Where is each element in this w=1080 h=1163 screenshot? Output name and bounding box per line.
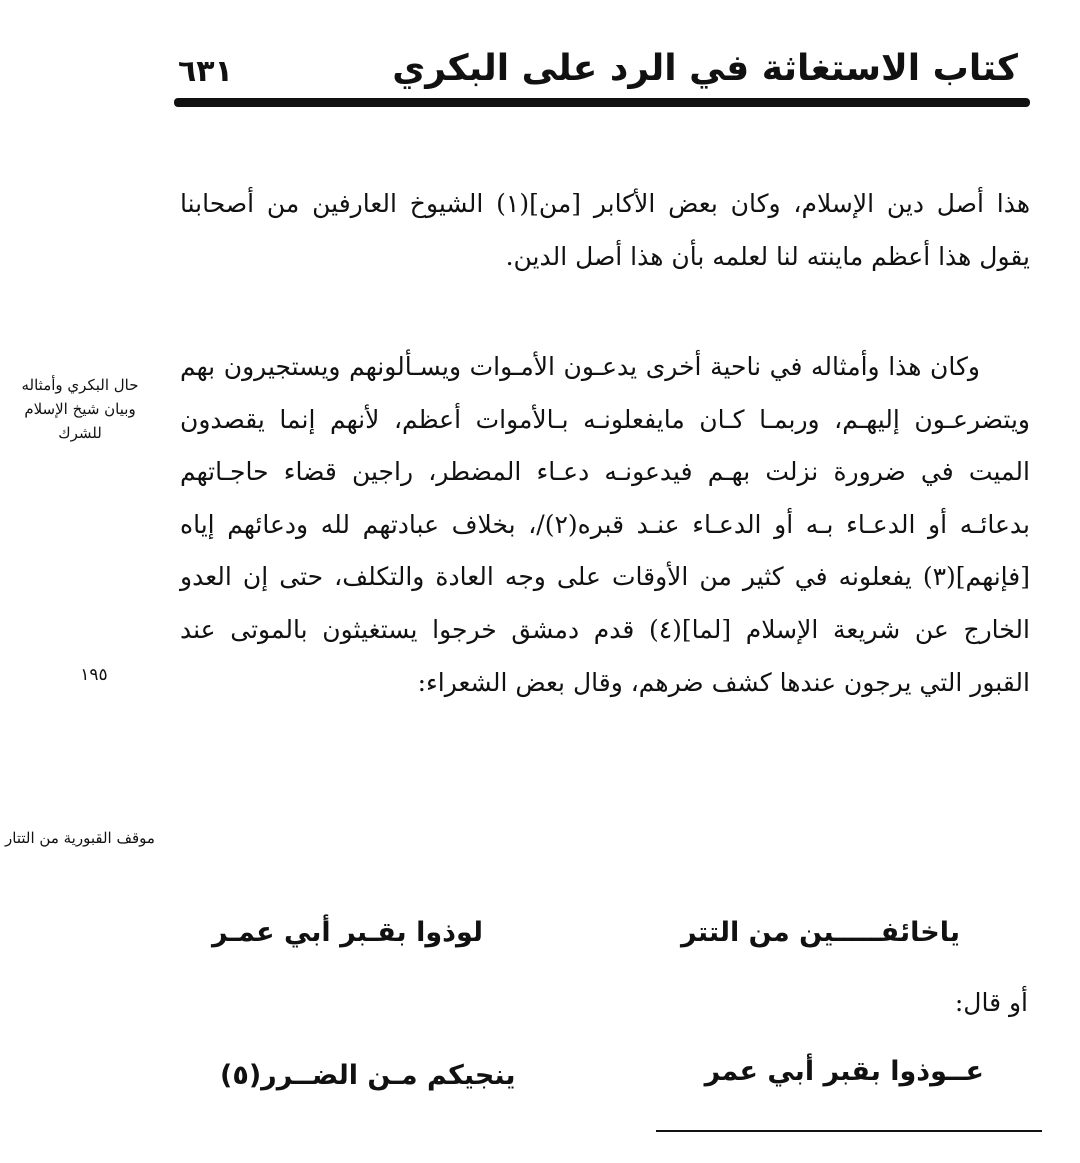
paragraph-2: وكان هذا وأمثاله في ناحية أخرى يدعـون الأمـوات ويسـألونهم ويستجيرون بهم ويتضرعـون إليهـم، وربمـا كـان مايفعلونـه بـالأموات أعظم، لأنهم إنما يقصدون الميت في ضرورة نزلت بهـم فيدعونـه دعـاء المضطر، راجين قضاء حاجـاتهم بدعائـه أو الدعـاء بـه أو الدعـاء عنـد قبره(٢)/، بخلاف عبادتهم لله ودعائهم إياه [فإنهم](٣) يفعلونه في كثير من الأوقات على وجه العادة والتكلف، حتى إن العدو الخارج عن شريعة الإسلام [لما](٤) قدم دمشق خرجوا يستغيثون بالموتى عند القبور التي يرجون عندها كشف ضرهم، وقال بعض الشعراء: (180, 352, 1030, 697)
or-said-label: أو قال: (954, 988, 1028, 1017)
running-title: كتاب الاستغاثة في الرد على البكري (392, 48, 1018, 89)
margin-note-tatars: موقف القبورية من التتار (5, 829, 155, 847)
paragraph-1: هذا أصل دين الإسلام، وكان بعض الأكابر [من](١) الشيوخ العارفين من أصحابنا يقول هذا أعظم ماينته لنا لعلمه بأن هذا أصل الدين. (180, 189, 1031, 271)
header-rule (174, 98, 1030, 107)
page-number: ٦٣١ (178, 54, 233, 89)
margin-note-manuscript-page: ١٩٥ (80, 665, 108, 685)
verse-1-second-hemistich: لوذوا بقـبر أبي عمـر (212, 917, 484, 948)
margin-note-bakri: حال البكري وأمثاله وبيان شيخ الإسلام للشرك (21, 376, 139, 442)
verse-1-first-hemistich: ياخائفـــــين من التتر (681, 917, 960, 948)
verse-2-second-hemistich: ينجيكم مـن الضــرر(٥) (220, 1060, 516, 1091)
verse-2-first-hemistich: عــوذوا بقبر أبي عمر (704, 1056, 984, 1087)
footnote-rule (656, 1130, 1042, 1132)
